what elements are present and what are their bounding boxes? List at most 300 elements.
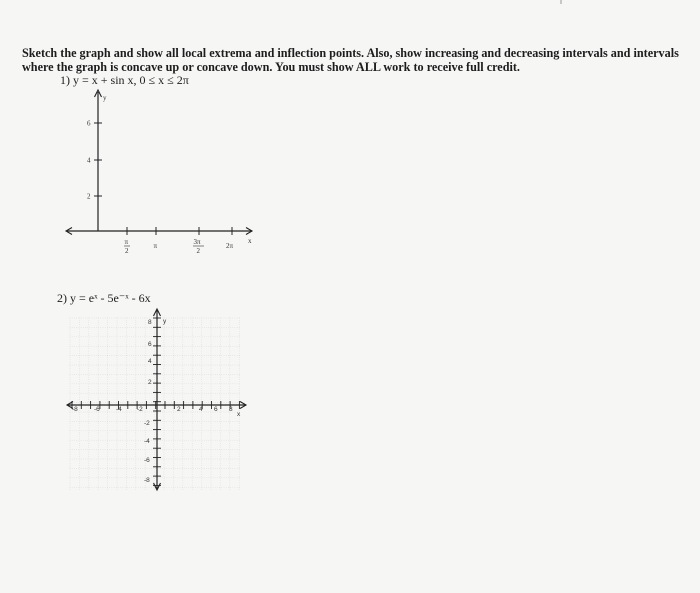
grid-dot (232, 468, 233, 469)
grid-dot (173, 452, 174, 453)
grid-dot (116, 318, 117, 319)
grid-dot (208, 318, 209, 319)
grid-dot (229, 368, 230, 369)
grid-dot (164, 454, 165, 455)
grid-dot (107, 419, 108, 420)
grid-dot (229, 355, 230, 356)
grid-dot (151, 318, 152, 319)
grid-dot (133, 430, 134, 431)
grid-dot (122, 402, 123, 403)
grid-dot (229, 456, 230, 457)
grid-dot (135, 362, 136, 363)
grid-dot (111, 355, 112, 356)
grid-dot (98, 403, 99, 404)
grid-dot (88, 425, 89, 426)
grid-dot (166, 412, 167, 413)
grid-dot (149, 487, 150, 488)
grid-dot (76, 336, 77, 337)
grid-dot (72, 355, 73, 356)
grid-dot (211, 483, 212, 484)
grid-dot (201, 456, 202, 457)
grid-dot (228, 327, 229, 328)
grid-dot (192, 439, 193, 440)
grid-dot (145, 436, 146, 437)
grid-dot (173, 326, 174, 327)
grid-dot (145, 386, 146, 387)
grid-dot (164, 395, 165, 396)
grid-dot (164, 485, 165, 486)
grid-dot (151, 327, 152, 328)
grid-dot (89, 393, 90, 394)
grid-dot (87, 440, 88, 441)
grid-dot (239, 335, 240, 336)
grid-dot (226, 383, 227, 384)
grid-dot (70, 335, 71, 336)
grid-dot (70, 357, 71, 358)
grid-dot (70, 483, 71, 484)
grid-dot (173, 456, 174, 457)
grid-dot (201, 397, 202, 398)
grid-dot (192, 412, 193, 413)
grid-dot (175, 365, 176, 366)
grid-dot (92, 318, 93, 319)
grid-dot (94, 393, 95, 394)
grid-dot (116, 383, 117, 384)
grid-dot (155, 318, 156, 319)
grid-dot (173, 365, 174, 366)
grid-dot (135, 395, 136, 396)
grid-dot (133, 412, 134, 413)
grid-dot (182, 414, 183, 415)
grid-dot (98, 346, 99, 347)
grid-dot (228, 468, 229, 469)
grid-dot (136, 365, 137, 366)
grid-dot (94, 421, 95, 422)
grid-dot (155, 440, 156, 441)
grid-dot (122, 393, 123, 394)
grid-dot (103, 477, 104, 478)
grid-dot (229, 428, 230, 429)
grid-dot (199, 468, 200, 469)
grid-dot (94, 459, 95, 460)
grid-dot (145, 403, 146, 404)
grid-dot (105, 374, 106, 375)
grid-dot (182, 392, 183, 393)
grid-dot (221, 430, 222, 431)
grid-dot (220, 368, 221, 369)
grid-dot (147, 487, 148, 488)
grid-dot (239, 410, 240, 411)
grid-dot (145, 472, 146, 473)
grid-dot (220, 357, 221, 358)
grid-dot (70, 401, 71, 402)
grid-dot (173, 428, 174, 429)
grid-dot (144, 477, 145, 478)
grid-dot (88, 377, 89, 378)
grid-dot (96, 318, 97, 319)
grid-dot (145, 474, 146, 475)
grid-dot (145, 439, 146, 440)
grid-dot (98, 450, 99, 451)
grid-dot (129, 402, 130, 403)
grid-dot (98, 468, 99, 469)
grid-dot (204, 487, 205, 488)
grid-dot (237, 487, 238, 488)
grid-dot (145, 381, 146, 382)
grid-dot (184, 355, 185, 356)
grid-dot (164, 408, 165, 409)
grid-dot (221, 421, 222, 422)
grid-dot (229, 397, 230, 398)
grid-dot (229, 406, 230, 407)
grid-dot (230, 440, 231, 441)
grid-dot (145, 326, 146, 327)
grid-dot (204, 393, 205, 394)
grid-dot (164, 443, 165, 444)
grid-dot (76, 449, 77, 450)
graph-1-y-arrow (95, 90, 102, 97)
grid-dot (131, 365, 132, 366)
grid-dot (105, 430, 106, 431)
grid-dot (98, 414, 99, 415)
grid-dot (142, 412, 143, 413)
grid-dot (105, 487, 106, 488)
grid-dot (103, 421, 104, 422)
grid-dot (211, 331, 212, 332)
grid-dot (154, 487, 155, 488)
grid-dot (154, 465, 155, 466)
grid-dot (79, 423, 80, 424)
grid-dot (79, 452, 80, 453)
grid-dot (192, 381, 193, 382)
grid-dot (126, 403, 127, 404)
grid-dot (191, 355, 192, 356)
grid-dot (213, 459, 214, 460)
grid-dot (220, 340, 221, 341)
grid-dot (100, 318, 101, 319)
grid-dot (229, 390, 230, 391)
grid-dot (107, 478, 108, 479)
grid-dot (88, 386, 89, 387)
grid-dot (135, 474, 136, 475)
grid-dot (117, 384, 118, 385)
grid-dot (197, 430, 198, 431)
grid-dot (164, 432, 165, 433)
grid-dot (158, 355, 159, 356)
grid-dot (94, 355, 95, 356)
grid-dot (129, 374, 130, 375)
grid-dot (140, 459, 141, 460)
grid-dot (210, 374, 211, 375)
grid-dot (117, 331, 118, 332)
grid-dot (188, 383, 189, 384)
grid-dot (107, 399, 108, 400)
grid-dot (94, 468, 95, 469)
grid-dot (211, 434, 212, 435)
grid-dot (117, 333, 118, 334)
grid-dot (201, 441, 202, 442)
grid-dot (127, 374, 128, 375)
grid-dot (164, 430, 165, 431)
grid-dot (88, 375, 89, 376)
grid-dot (224, 468, 225, 469)
grid-dot (201, 384, 202, 385)
grid-dot (188, 355, 189, 356)
grid-dot (89, 336, 90, 337)
grid-dot (135, 417, 136, 418)
grid-dot (164, 335, 165, 336)
grid-dot (211, 326, 212, 327)
grid-dot (239, 445, 240, 446)
grid-dot (133, 374, 134, 375)
grid-dot (158, 459, 159, 460)
grid-dot (239, 395, 240, 396)
grid-dot (186, 318, 187, 319)
grid-dot (199, 346, 200, 347)
grid-dot (117, 456, 118, 457)
grid-dot (164, 445, 165, 446)
grid-dot (120, 412, 121, 413)
grid-dot (192, 395, 193, 396)
grid-dot (220, 329, 221, 330)
grid-dot (211, 392, 212, 393)
grid-dot (239, 454, 240, 455)
grid-dot (154, 452, 155, 453)
grid-dot (208, 421, 209, 422)
grid-dot (107, 395, 108, 396)
grid-dot (135, 408, 136, 409)
grid-dot (135, 410, 136, 411)
grid-dot (145, 357, 146, 358)
grid-dot (154, 368, 155, 369)
grid-dot (182, 370, 183, 371)
grid-dot (98, 456, 99, 457)
grid-dot (70, 461, 71, 462)
grid-dot (120, 477, 121, 478)
grid-dot (107, 351, 108, 352)
grid-dot (182, 346, 183, 347)
grid-dot (74, 402, 75, 403)
grid-dot (158, 468, 159, 469)
grid-dot (160, 477, 161, 478)
grid-dot (126, 346, 127, 347)
grid-dot (169, 355, 170, 356)
grid-dot (204, 355, 205, 356)
grid-dot (188, 393, 189, 394)
grid-dot (224, 412, 225, 413)
grid-dot (217, 421, 218, 422)
grid-dot (70, 408, 71, 409)
grid-dot (72, 402, 73, 403)
grid-dot (173, 436, 174, 437)
grid-dot (229, 463, 230, 464)
grid-dot (173, 406, 174, 407)
grid-dot (116, 477, 117, 478)
grid-dot (191, 430, 192, 431)
grid-dot (211, 465, 212, 466)
grid-dot (117, 485, 118, 486)
grid-dot (164, 384, 165, 385)
grid-dot (162, 355, 163, 356)
grid-dot (154, 373, 155, 374)
grid-dot (215, 374, 216, 375)
grid-dot (210, 487, 211, 488)
graph-2-xtick-label--4: -4 (116, 406, 122, 413)
grid-dot (192, 483, 193, 484)
grid-dot (70, 318, 71, 319)
grid-dot (118, 440, 119, 441)
grid-dot (79, 324, 80, 325)
grid-dot (131, 459, 132, 460)
grid-dot (192, 414, 193, 415)
grid-dot (239, 355, 240, 356)
grid-dot (116, 449, 117, 450)
grid-dot (109, 393, 110, 394)
grid-dot (219, 477, 220, 478)
grid-dot (173, 485, 174, 486)
grid-dot (192, 351, 193, 352)
grid-dot (239, 434, 240, 435)
grid-dot (164, 326, 165, 327)
grid-dot (92, 477, 93, 478)
grid-dot (201, 485, 202, 486)
grid-dot (217, 440, 218, 441)
grid-dot (117, 472, 118, 473)
grid-dot (220, 395, 221, 396)
grid-dot (122, 440, 123, 441)
grid-dot (98, 370, 99, 371)
grid-dot (182, 342, 183, 343)
grid-dot (131, 487, 132, 488)
grid-dot (79, 359, 80, 360)
grid-dot (135, 445, 136, 446)
grid-dot (154, 432, 155, 433)
grid-dot (107, 331, 108, 332)
grid-dot (88, 432, 89, 433)
grid-dot (173, 472, 174, 473)
grid-dot (173, 388, 174, 389)
grid-dot (211, 397, 212, 398)
grid-dot (135, 478, 136, 479)
grid-dot (109, 487, 110, 488)
grid-dot (100, 365, 101, 366)
grid-dot (201, 408, 202, 409)
grid-dot (211, 412, 212, 413)
grid-dot (145, 335, 146, 336)
grid-dot (142, 346, 143, 347)
grid-dot (117, 450, 118, 451)
grid-dot (158, 318, 159, 319)
grid-dot (145, 377, 146, 378)
grid-dot (98, 430, 99, 431)
grid-dot (98, 335, 99, 336)
grid-dot (88, 395, 89, 396)
grid-dot (70, 353, 71, 354)
grid-dot (126, 388, 127, 389)
grid-dot (213, 402, 214, 403)
grid-dot (125, 318, 126, 319)
grid-dot (224, 459, 225, 460)
grid-dot (229, 423, 230, 424)
grid-dot (117, 445, 118, 446)
grid-dot (239, 401, 240, 402)
grid-dot (193, 440, 194, 441)
grid-dot (195, 402, 196, 403)
grid-dot (140, 402, 141, 403)
grid-dot (164, 440, 165, 441)
grid-dot (83, 430, 84, 431)
grid-dot (126, 397, 127, 398)
grid-dot (145, 425, 146, 426)
grid-dot (193, 393, 194, 394)
grid-dot (70, 326, 71, 327)
grid-dot (169, 346, 170, 347)
grid-dot (201, 423, 202, 424)
grid-dot (173, 465, 174, 466)
grid-dot (147, 393, 148, 394)
grid-dot (79, 320, 80, 321)
grid-dot (160, 487, 161, 488)
grid-dot (87, 327, 88, 328)
grid-dot (164, 450, 165, 451)
grid-dot (191, 421, 192, 422)
grid-dot (173, 468, 174, 469)
grid-dot (229, 366, 230, 367)
grid-dot (177, 374, 178, 375)
grid-dot (164, 412, 165, 413)
grid-dot (175, 327, 176, 328)
grid-dot (109, 346, 110, 347)
grid-dot (151, 459, 152, 460)
grid-dot (70, 344, 71, 345)
grid-dot (230, 449, 231, 450)
grid-dot (107, 443, 108, 444)
grid-dot (220, 370, 221, 371)
grid-dot (126, 318, 127, 319)
grid-dot (186, 477, 187, 478)
grid-dot (131, 412, 132, 413)
grid-dot (117, 395, 118, 396)
grid-dot (192, 443, 193, 444)
grid-dot (96, 449, 97, 450)
grid-dot (154, 458, 155, 459)
grid-dot (74, 383, 75, 384)
grid-dot (220, 463, 221, 464)
grid-dot (206, 393, 207, 394)
grid-dot (107, 329, 108, 330)
grid-dot (239, 362, 240, 363)
grid-dot (116, 487, 117, 488)
grid-dot (164, 386, 165, 387)
grid-dot (213, 421, 214, 422)
grid-dot (229, 483, 230, 484)
grid-dot (173, 419, 174, 420)
grid-dot (195, 346, 196, 347)
grid-dot (78, 402, 79, 403)
grid-dot (208, 327, 209, 328)
grid-dot (173, 423, 174, 424)
grid-dot (192, 447, 193, 448)
grid-dot (135, 450, 136, 451)
grid-dot (107, 436, 108, 437)
grid-dot (154, 342, 155, 343)
grid-dot (131, 421, 132, 422)
grid-dot (235, 336, 236, 337)
grid-dot (142, 487, 143, 488)
grid-dot (76, 374, 77, 375)
grid-dot (145, 432, 146, 433)
grid-dot (175, 487, 176, 488)
